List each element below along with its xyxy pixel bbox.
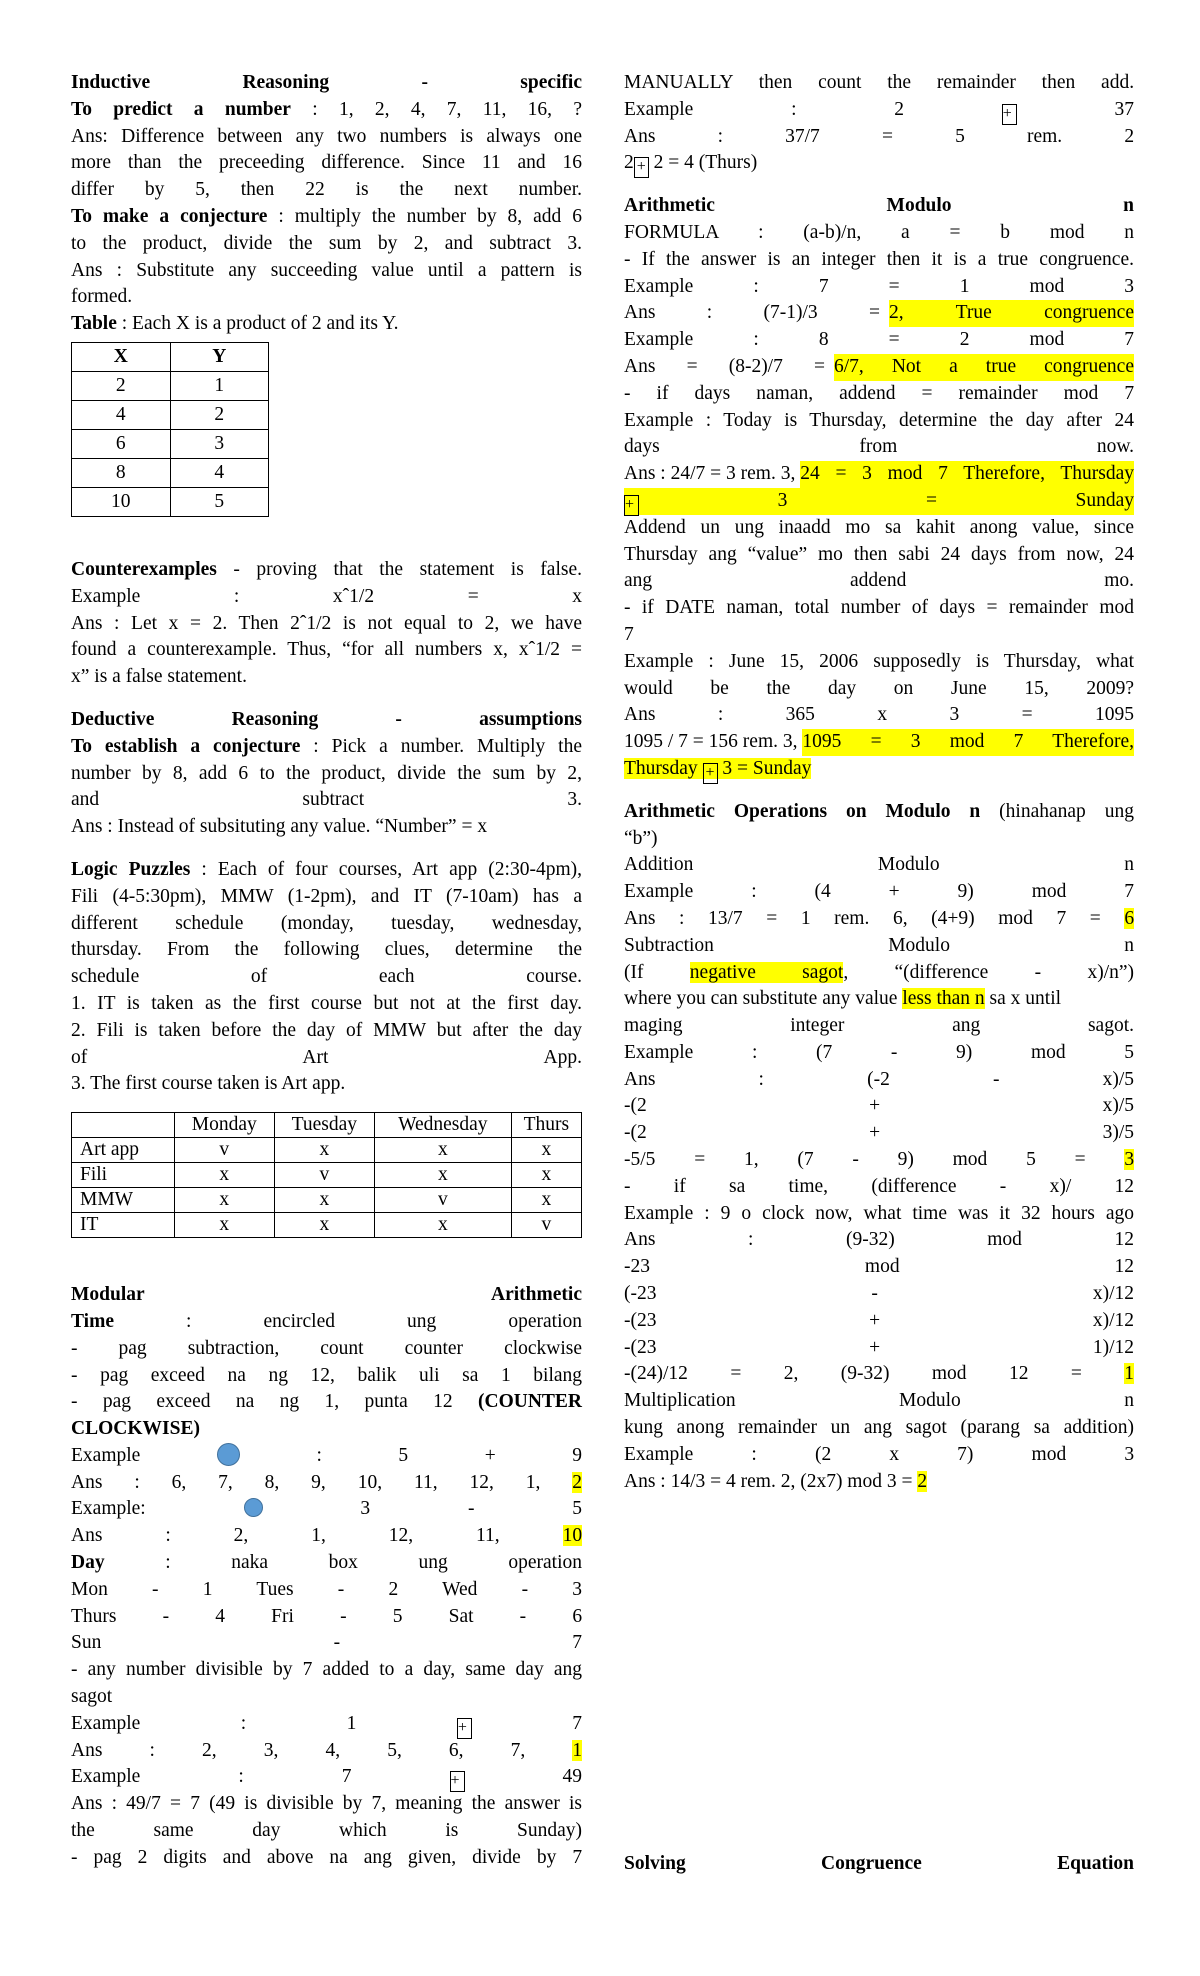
text-line: (If negative sagot, “(difference - x)/n”) [624, 961, 1135, 983]
text-line: 2. Fili is taken before the day of MMW but after the day [71, 1019, 582, 1041]
text-line: formed. [71, 286, 133, 308]
text-line: Ans : 49/7 = 7 (49 is divisible by 7, meaning the answer is [71, 1793, 582, 1815]
circle-operation-icon [244, 1498, 263, 1517]
text-line: Example : xˆ1/2 = x [71, 585, 583, 607]
table-cell: 4 [170, 458, 269, 487]
boxed-plus-icon: + [703, 763, 718, 784]
text-line: - any number divisible by 7 added to a day, same day ang [71, 1659, 582, 1681]
answer-line: Ans : 6, 7, 8, 9, 10, 11, 12, 1, 2 [71, 1471, 583, 1493]
schedule-header-cell [72, 1113, 175, 1138]
text-line: Example : 9 o clock now, what time was it 32 hours ago [624, 1202, 1134, 1224]
heading-inductive-reasoning: Inductive Reasoning - specific [71, 72, 583, 93]
text-line: more than the preceeding difference. Since 11 and 16 [71, 152, 582, 174]
heading-solving-congruence-equation: Solving Congruence Equation [624, 1853, 1135, 1875]
table-row [72, 458, 269, 487]
text-line: schedule of each course. [71, 966, 582, 988]
example-line: Example : (7 - 9) mod 5 [624, 1041, 1134, 1063]
table-row [72, 1213, 582, 1238]
text-line: found a counterexample. Thus, “for all numbers x, xˆ1/2 = [71, 639, 582, 661]
text-line: CLOCKWISE) [71, 1418, 200, 1440]
highlighted-line: + 3 = Sunday [624, 488, 1134, 515]
text-line: ang addend mo. [624, 570, 1135, 592]
text-line: sagot [71, 1686, 113, 1708]
example-line: Example : 8 = 2 mod 7 [624, 329, 1135, 351]
xy-table-header [72, 342, 269, 371]
subheading-subtraction-modulo: Subtraction Modulo n [624, 934, 1135, 956]
text-line: -5/5 = 1, (7 - 9) mod 5 = 3 [624, 1149, 1135, 1171]
schedule-header-cell: Thurs [511, 1113, 581, 1138]
table-cell: x [274, 1213, 374, 1238]
boxed-plus-icon: + [1002, 104, 1017, 125]
boxed-plus-icon: + [634, 157, 649, 178]
text-line: - If the answer is an integer then it is a true congruence. [624, 248, 1134, 270]
text-line: Addend un ung inaadd mo sa kahit anong value, since [624, 516, 1134, 538]
text-line: Sun - 7 [71, 1632, 583, 1654]
text-line: 3. The first course taken is Art app. [71, 1073, 346, 1095]
table-cell: x [174, 1163, 274, 1188]
schedule-header-cell: Wednesday [374, 1113, 511, 1138]
table-cell: Fili [72, 1163, 175, 1188]
text-line: differ by 5, then 22 is the next number. [71, 179, 582, 201]
schedule-table [71, 1112, 582, 1238]
boxed-plus-icon: + [450, 1771, 465, 1792]
schedule-header-cell: Monday [174, 1113, 274, 1138]
text-line: -(24)/12 = 2, (9-32) mod 12 = 1 [624, 1363, 1135, 1385]
example-line: Example : 7 = 1 mod 3 [624, 275, 1135, 297]
table-cell: v [511, 1213, 581, 1238]
text-line: “b”) [624, 827, 658, 849]
text-line: of Art App. [71, 1046, 582, 1068]
heading-modular-arithmetic: Modular Arithmetic [71, 1284, 582, 1306]
table-row [72, 429, 269, 458]
table-cell: Art app [72, 1138, 175, 1163]
heading-deductive-reasoning: Deductive Reasoning - assumptions [71, 708, 583, 730]
table-cell: MMW [72, 1188, 175, 1213]
text-line: -23 mod 12 [624, 1256, 1135, 1278]
answer-line: Ans : (9-32) mod 12 [624, 1229, 1134, 1251]
text-line: x” is a false statement. [71, 666, 247, 688]
table-cell: x [174, 1213, 274, 1238]
text-line: - if sa time, (difference - x)/ 12 [624, 1175, 1135, 1197]
text-line: Fili (4-5:30pm), MMW (1-2pm), and IT (7-10am) has a [71, 885, 582, 907]
circle-operation-icon [217, 1443, 240, 1466]
table-row [72, 487, 269, 516]
table-row [72, 1138, 582, 1163]
heading-arithmetic-operations: Arithmetic Operations on Modulo n (hinahanap ung [624, 800, 1134, 822]
line-predict-number: To predict a number : 1, 2, 4, 7, 11, 16, ? [71, 98, 582, 120]
table-cell: IT [72, 1213, 175, 1238]
line-establish-conjecture: To establish a conjecture : Pick a number. Multiply the [71, 735, 582, 757]
text-line: 1095 / 7 = 156 rem. 3, 1095 = 3 mod 7 Therefore, [624, 729, 1134, 756]
text-line: Example : Today is Thursday, determine the day after 24 [624, 409, 1134, 431]
text-line: Thurs - 4 Fri - 5 Sat - 6 [71, 1605, 583, 1627]
answer-line: Ans : 14/3 = 4 rem. 2, (2x7) mod 3 = 2 [624, 1470, 928, 1492]
xy-table [71, 342, 269, 517]
text-line: Ans : Instead of subsituting any value. “Number” = x [71, 816, 488, 838]
text-line: number by 8, add 6 to the product, divide the sum by 2, [71, 762, 582, 784]
text-line: - if days naman, addend = remainder mod 7 [624, 382, 1135, 404]
heading-arithmetic-modulo-n: Arithmetic Modulo n [624, 195, 1134, 217]
text-line: Mon - 1 Tues - 2 Wed - 3 [71, 1578, 583, 1600]
text-line: to the product, divide the sum by 2, and subtract 3. [71, 232, 582, 254]
table-cell: x [274, 1138, 374, 1163]
example-line: Example : (4 + 9) mod 7 [624, 881, 1134, 903]
text-line: the same day which is Sunday) [71, 1820, 583, 1842]
answer-line: Ans : 37/7 = 5 rem. 2 [624, 125, 1135, 147]
xy-header-y: Y [170, 342, 269, 371]
formula-line: FORMULA : (a-b)/n, a = b mod n [624, 221, 1135, 243]
answer-line: Ans : 24/7 = 3 rem. 3, 24 = 3 mod 7 Therefore, Thursday [624, 461, 1134, 488]
text-line: - pag subtraction, count counter clockwise [71, 1337, 583, 1359]
table-row [72, 1188, 582, 1213]
text-line: 7 [624, 623, 634, 645]
answer-line: Ans : 13/7 = 1 rem. 6, (4+9) mod 7 = 6 [624, 907, 1135, 929]
text-line: - pag exceed na ng 12, balik uli sa 1 bilang [71, 1364, 583, 1386]
table-cell: x [511, 1188, 581, 1213]
text-line: Ans : Let x = 2. Then 2ˆ1/2 is not equal to 2, we have [71, 612, 582, 634]
left-column [71, 70, 582, 1872]
text-line: 1. IT is taken as the first course but not at the first day. [71, 992, 582, 1014]
line-time: Time : encircled ung operation [71, 1310, 582, 1332]
line-table-label: Table : Each X is a product of 2 and its Y. [71, 313, 399, 335]
table-cell: 6 [72, 429, 171, 458]
answer-line: Ans : 2, 1, 12, 11, 10 [71, 1525, 583, 1547]
text-line: Example : June 15, 2006 supposedly is Thursday, what [624, 650, 1134, 672]
table-cell: 3 [170, 429, 269, 458]
text-line: kung anong remainder un ang sagot (parang sa addition) [624, 1417, 1134, 1439]
text-line: days from now. [624, 436, 1135, 458]
answer-line: Ans : (7-1)/3 = 2, True congruence [624, 300, 1134, 327]
table-cell: x [374, 1213, 511, 1238]
text-line: -(23 + 1)/12 [624, 1336, 1135, 1358]
schedule-header-row [72, 1113, 582, 1138]
boxed-plus-icon: + [457, 1718, 472, 1739]
line-logic-puzzles: Logic Puzzles : Each of four courses, Art app (2:30-4pm), [71, 858, 582, 880]
text-line: would be the day on June 15, 2009? [624, 677, 1135, 699]
subheading-multiplication-modulo: Multiplication Modulo n [624, 1390, 1134, 1412]
example-line: Example : (2 x 7) mod 3 [624, 1443, 1135, 1465]
text-line: -(2 + x)/5 [624, 1095, 1135, 1117]
answer-line: Ans : 2, 3, 4, 5, 6, 7, 1 [71, 1739, 583, 1761]
table-cell: x [174, 1188, 274, 1213]
text-line: - pag exceed na ng 1, punta 12 (COUNTER [71, 1391, 583, 1413]
table-row [72, 371, 269, 400]
text-line: maging integer ang sagot. [624, 1015, 1134, 1037]
table-cell: 10 [72, 487, 171, 516]
line-day: Day : naka box ung operation [71, 1552, 583, 1574]
line-counterexamples: Counterexamples - proving that the statement is false. [71, 558, 582, 580]
line-make-conjecture: To make a conjecture : multiply the number by 8, add 6 [71, 205, 582, 227]
answer-line: Ans : (-2 - x)/5 [624, 1068, 1135, 1090]
highlighted-line: Thursday + 3 = Sunday [624, 756, 1134, 783]
table-cell: v [374, 1188, 511, 1213]
text-line: -(23 + x)/12 [624, 1309, 1135, 1331]
text-line: -(2 + 3)/5 [624, 1122, 1135, 1144]
example-line: Example : 1 + 7 [71, 1711, 582, 1738]
example-line: Example : 2 + 37 [624, 97, 1134, 124]
answer-line: Ans : 365 x 3 = 1095 [624, 704, 1135, 726]
answer-line: Ans = (8-2)/7 = 6/7, Not a true congruence [624, 354, 1134, 381]
table-cell: x [274, 1188, 374, 1213]
table-cell: 8 [72, 458, 171, 487]
text-line: - if DATE naman, total number of days = remainder mod [624, 597, 1134, 619]
schedule-header-cell: Tuesday [274, 1113, 374, 1138]
text-line: Ans : Substitute any succeeding value until a pattern is [71, 259, 582, 281]
table-cell: 2 [170, 400, 269, 429]
text-line: where you can substitute any value less than n sa x until [624, 988, 1062, 1010]
table-cell: 2 [72, 371, 171, 400]
text-line: different schedule (monday, tuesday, wednesday, [71, 912, 582, 934]
table-row [72, 1163, 582, 1188]
table-cell: 5 [170, 487, 269, 516]
text-line: and subtract 3. [71, 789, 583, 811]
example-line: Example : 5 + 9 [71, 1444, 583, 1466]
table-cell: v [174, 1138, 274, 1163]
table-cell: 4 [72, 400, 171, 429]
text-line: thursday. From the following clues, determine the [71, 939, 582, 961]
example-line: Example : 7 + 49 [71, 1764, 582, 1791]
text-line: MANUALLY then count the remainder then add. [624, 72, 1135, 93]
table-cell: 1 [170, 371, 269, 400]
text-line: Thursday ang “value” mo then sabi 24 days from now, 24 [624, 543, 1134, 565]
example-line: Example: 3 - 5 [71, 1498, 583, 1520]
text-line: Ans: Difference between any two numbers is always one [71, 125, 582, 147]
text-line: (-23 - x)/12 [624, 1283, 1135, 1305]
table-cell: x [511, 1138, 581, 1163]
text-line: - pag 2 digits and above na ang given, divide by 7 [71, 1846, 583, 1868]
table-cell: x [374, 1163, 511, 1188]
subheading-addition-modulo: Addition Modulo n [624, 854, 1135, 876]
right-column [624, 70, 1134, 1878]
table-cell: x [374, 1138, 511, 1163]
xy-header-x: X [72, 342, 171, 371]
boxed-plus-icon: + [624, 495, 639, 516]
table-cell: x [511, 1163, 581, 1188]
table-row [72, 400, 269, 429]
text-line: 2 + 2 = 4 (Thurs) [624, 150, 1134, 177]
table-cell: v [274, 1163, 374, 1188]
